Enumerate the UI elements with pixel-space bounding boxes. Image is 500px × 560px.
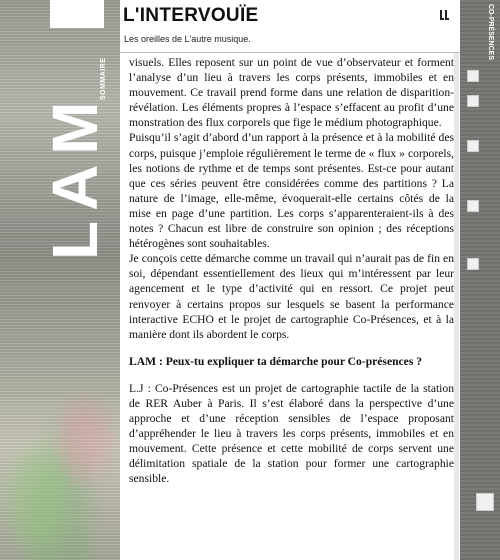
nav-square-6[interactable] — [476, 493, 494, 511]
interview-question: LAM : Peux-tu expliquer ta démarche pour Co-présences ? — [129, 354, 423, 368]
interview-answer: L.J : Co-Présences est un projet de cartographie tactile de la station de RER Auber à Paris. Il s’est élaboré dans la perspective d’une approche et d’une réception sensibles de l’espace proposant d’appréhender le lieu à travers les corps présents, immobiles et en mouvement. Cette présence et cette mobilité de corps servent une délimitation spatiale de la station pour former une cartographie sensible. — [129, 381, 454, 486]
article-scrollbar[interactable] — [454, 53, 459, 560]
paragraph-3: Je conçois cette démarche comme un travail qui n’aurait pas de fin en soi, dépendant essentiellement des lieux qui m’intéressent par leur agencement et le type d’activité qui en ressort. Ce projet peut renvoyer à certains propos sur lesquels se basent la performance interactive ECHO et le projet de cartographie Co-Présences, et à la manière dont ils abordent le corps. — [129, 252, 454, 341]
page-header — [120, 0, 460, 53]
nav-square-4[interactable] — [467, 200, 479, 212]
left-artwork-strip — [0, 0, 120, 560]
sommaire-link[interactable]: SOMMAIRE — [100, 57, 107, 100]
article-body — [120, 53, 460, 560]
nav-square-5[interactable] — [467, 258, 479, 270]
paragraph-2: Puisqu’il s’agit d’abord d’un rapport à la présence et à la mobilité des corps, puisque j’emploie régulièrement le terme de « flux » corporels, les notions de rythme et de temps sont présentes. Est-ce pour autant que ces séries peuvent être considérées comme des partitions ? La nature de l’image, elle-même, évoquerait-elle certains côtés de la mise en page d’une partition. Les corps s’apparenteraient-ils à des notes ? Chacun est libre de construire son opinion ; des réceptions hétérogènes sont souhaitables. — [129, 131, 454, 251]
paragraph-1: visuels. Elles reposent sur un point de vue d’observateur et forment l’analyse d’un lieu à travers les corps présents, immobiles et en mouvement. Ce travail prend forme dans une relation de disparition-révélation. Les éléments propres à l’espace s’effacent au profit d’une monstration des flux corporels que fige le médium photographique. — [129, 56, 454, 130]
logo-text: LAM — [39, 91, 111, 260]
page-title: L'INTERVOUÏE — [123, 5, 259, 26]
logo-bar — [50, 0, 104, 28]
page-subtitle: Les oreilles de L'autre musique. — [124, 34, 251, 44]
right-navigation-bar — [460, 0, 500, 560]
co-presences-link[interactable]: CO-PRÉSENCES — [487, 4, 494, 61]
nav-square-1[interactable] — [467, 70, 479, 82]
scribble-artwork — [0, 360, 120, 560]
nav-square-2[interactable] — [467, 95, 479, 107]
nav-square-3[interactable] — [467, 140, 479, 152]
brand-icon — [438, 8, 452, 22]
